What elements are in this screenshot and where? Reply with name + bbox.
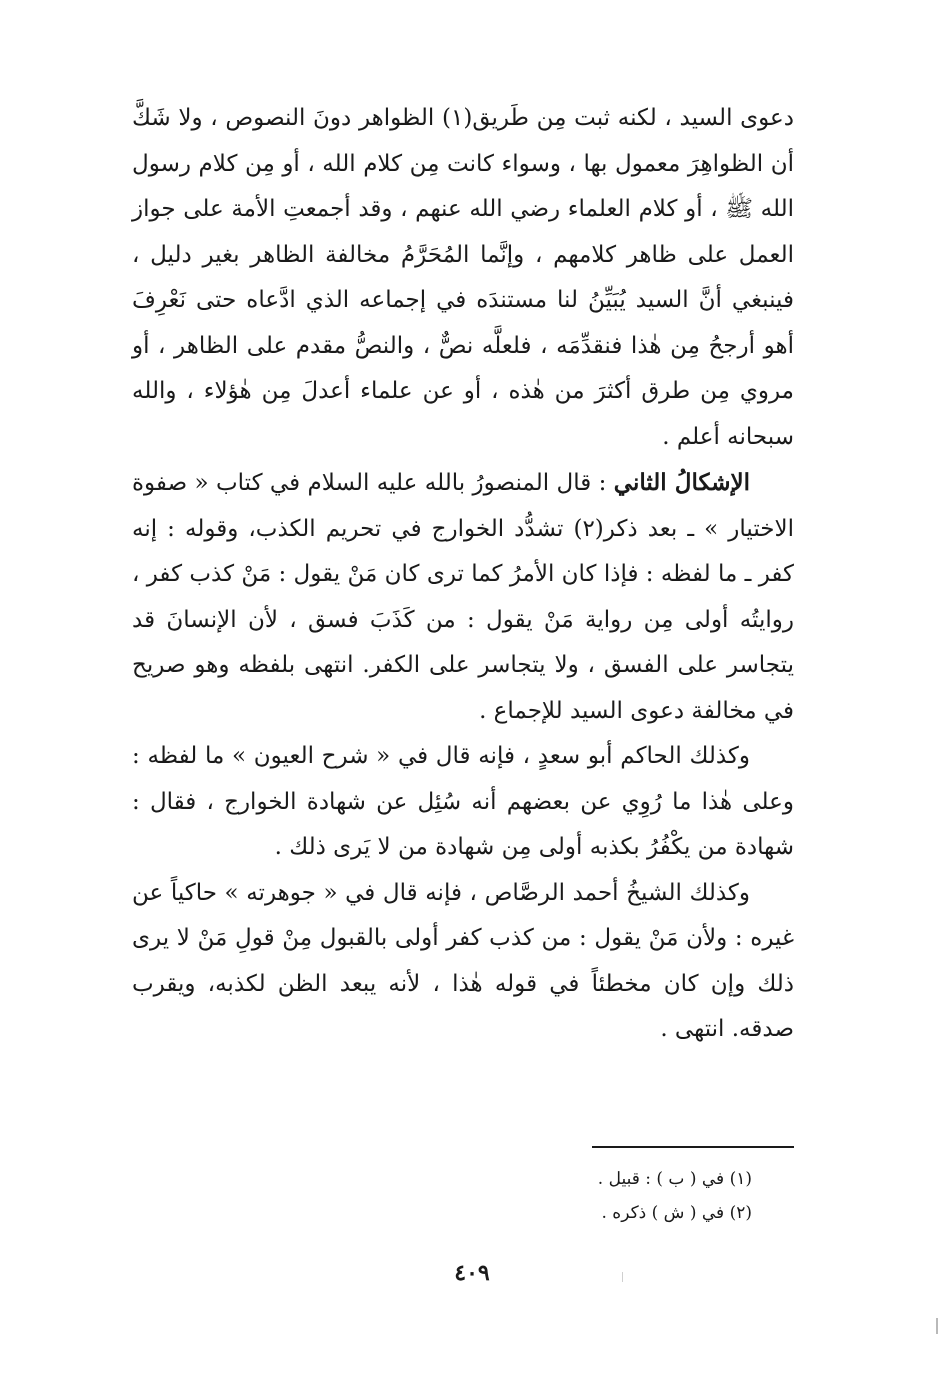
scan-mark bbox=[622, 1272, 623, 1282]
paragraph-2-heading: الإشكالُ الثاني bbox=[613, 469, 750, 496]
footnotes bbox=[400, 1162, 752, 1230]
footnote-1: (١) في ( ب ) : قبيل . bbox=[597, 1169, 752, 1189]
scan-mark bbox=[936, 1318, 938, 1334]
paragraph-2 bbox=[132, 460, 794, 734]
footnote-2: (٢) في ( ش ) ذكره . bbox=[601, 1203, 752, 1223]
page-number: ٤٠٩ bbox=[454, 1260, 490, 1286]
footnote-divider bbox=[592, 1146, 794, 1148]
paragraph-1: دعوى السيد ، لكنه ثبت مِن طَريق(١) الظواهر دونَ النصوص ، ولا شَكَّ أن الظواهِرَ معمول بها ، وسواء كانت مِن كلام الله ، أو مِن كلام رسول الله ﷺ ، أو كلام العلماء رضي الله عنهم ، وقد أجمعتِ الأمة على جواز العمل على ظاهر كلامهم ، وإنَّما المُحَرَّمُ مخالفة الظاهر بغير دليل ، فينبغي أنَّ السيد يُبَيِّنُ لنا مستندَه في إجماعه الذي ادَّعاه حتى نَعْرِفَ أهو أرجحُ مِن هٰذا فنقدِّمَه ، فلعلَّه نصٌّ ، والنصُّ مقدم على الظاهر ، أو مروي مِن طرق أكثرَ من هٰذه ، أو عن علماء أعدلَ مِن هٰؤلاء ، والله سبحانه أعلم . bbox=[132, 105, 794, 450]
paragraph-3: وكذلك الحاكم أبو سعدٍ ، فإنه قال في « شرح العيون » ما لفظه : وعلى هٰذا ما رُوِي عن بعضهم أنه سُئِل عن شهادة الخوارج ، فقال : شهادة من يكْفُرُ بكذبه أولى مِن شهادة من لا يَرى ذلك . bbox=[132, 743, 794, 860]
paragraph-2-text: : قال المنصورُ بالله عليه السلام في كتاب « صفوة الاختيار » ـ بعد ذكر(٢) تشدُّد الخوارج في تحريم الكذب، وقوله : إنه كفر ـ ما لفظه : فإذا كان الأمرُ كما ترى كان مَنْ يقول : مَنْ كذب كفر ، روايتُه أولى مِن رواية مَنْ يقول : من كَذَبَ فسق ، لأن الإنسانَ قد يتجاسر على الفسق ، ولا يتجاسر على الكفر. انتهى بلفظه وهو صريح في مخالفة دعوى السيد للإجماع . bbox=[132, 470, 795, 724]
paragraph-4: وكذلك الشيخُ أحمد الرصَّاص ، فإنه قال في « جوهرته » حاكياً عن غيره : ولأن مَنْ يقول : من كذب كفر أولى بالقبول مِنْ قولِ مَنْ لا يرى ذلك وإن كان مخطئاً في قوله هٰذا ، لأنه يبعد الظن لكذبه، ويقرب صدقه. انتهى . bbox=[132, 879, 794, 1042]
main-text bbox=[132, 96, 794, 1053]
